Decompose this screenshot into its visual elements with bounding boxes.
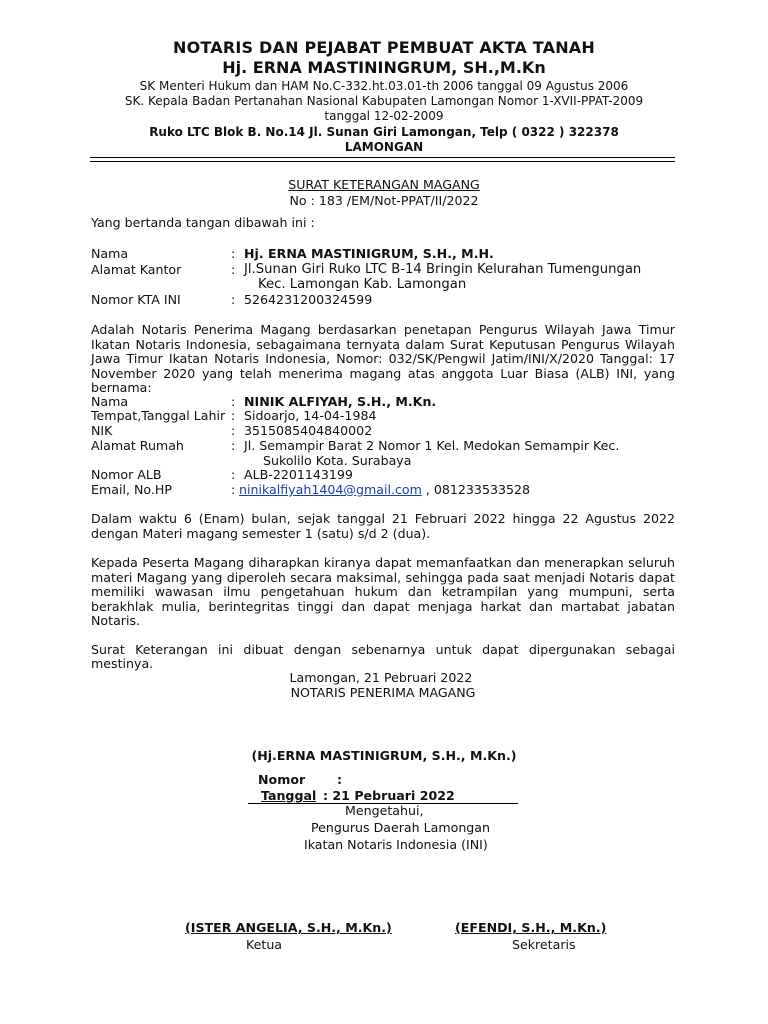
sk-ministry: SK Menteri Hukum dan HAM No.C-332.ht.03.01-th 2006 tanggal 09 Agustus 2006 bbox=[139, 79, 629, 93]
letterhead-title: NOTARIS DAN PEJABAT PEMBUAT AKTA TANAH bbox=[173, 38, 595, 57]
paragraph-line: memiliki wawasan ilmu pengetahuan hukum dan ketrampilan yang mumpuni, serta bbox=[91, 584, 675, 599]
intern-alb-label: Nomor ALB bbox=[91, 467, 162, 482]
paragraph-closing-line: mestinya. bbox=[91, 656, 154, 671]
intern-nik-label: NIK bbox=[91, 423, 113, 438]
colon: : bbox=[231, 423, 236, 438]
signer-name-label: Nama bbox=[91, 246, 129, 261]
paragraph-period-line: dengan Materi magang semester 1 (satu) s/d 2 (dua). bbox=[91, 526, 431, 541]
document-title: SURAT KETERANGAN MAGANG bbox=[288, 177, 480, 192]
paragraph-period-line: Dalam waktu 6 (Enam) bulan, sejak tanggal 21 Februari 2022 hingga 22 Agustus 2022 bbox=[91, 511, 675, 526]
intern-name-value: NINIK ALFIYAH, S.H., M.Kn. bbox=[244, 394, 437, 409]
intro-text: Yang bertanda tangan dibawah ini : bbox=[91, 215, 315, 230]
colon: : bbox=[231, 262, 236, 277]
colon: : bbox=[231, 438, 236, 453]
paragraph-line: bernama: bbox=[91, 380, 152, 395]
colon: : bbox=[231, 292, 236, 307]
signer-office-label: Alamat Kantor bbox=[91, 262, 182, 277]
nomor-label: Nomor bbox=[258, 772, 306, 787]
chair-role: Ketua bbox=[246, 937, 283, 952]
intern-home-label: Alamat Rumah bbox=[91, 438, 184, 453]
intern-phone: , 081233533528 bbox=[421, 482, 531, 497]
paragraph-closing-line: Surat Keterangan ini dibuat dengan sebenarnya untuk dapat dipergunakan sebagai bbox=[91, 642, 675, 657]
organization-name: Ikatan Notaris Indonesia (INI) bbox=[304, 837, 488, 852]
secretary-role: Sekretaris bbox=[512, 937, 576, 952]
paragraph-line: materi Magang yang diperoleh secara maksimal, sehingga pada saat menjadi Notaris dapat bbox=[91, 570, 675, 585]
notary-role: NOTARIS PENERIMA MAGANG bbox=[290, 685, 476, 700]
sk-bpn: SK. Kepala Badan Pertanahan Nasional Kabupaten Lamongan Nomor 1-XVII-PPAT-2009 bbox=[124, 94, 644, 108]
intern-birth-value: Sidoarjo, 14-04-1984 bbox=[244, 408, 377, 423]
signer-office-line2: Kec. Lamongan Kab. Lamongan bbox=[258, 277, 467, 292]
tanggal-label: Tanggal bbox=[261, 788, 317, 803]
regional-board: Pengurus Daerah Lamongan bbox=[311, 820, 490, 835]
notary-name: Hj. ERNA MASTININGRUM, SH.,M.Kn bbox=[222, 58, 546, 77]
document-number: No : 183 /EM/Not-PPAT/II/2022 bbox=[289, 193, 479, 208]
paragraph-line: Adalah Notaris Penerima Magang berdasarkan penetapan Pengurus Wilayah Jawa Timur bbox=[91, 322, 675, 337]
secretary-name: (EFENDI, S.H., M.Kn.) bbox=[455, 920, 607, 935]
intern-email-link[interactable]: ninikalfiyah1404@gmail.com bbox=[239, 482, 422, 497]
signer-name-value: Hj. ERNA MASTINIGRUM, S.H., M.H. bbox=[244, 246, 494, 261]
signer-office-line1: Jl.Sunan Giri Ruko LTC B-14 Bringin Kelurahan Tumengungan bbox=[244, 262, 642, 277]
signer-kta-label: Nomor KTA INI bbox=[91, 292, 181, 307]
office-city: LAMONGAN bbox=[344, 140, 424, 154]
intern-contact-label: Email, No.HP bbox=[91, 482, 172, 497]
intern-name-label: Nama bbox=[91, 394, 129, 409]
intern-contact-value bbox=[239, 482, 530, 497]
sk-bpn-date: tanggal 12-02-2009 bbox=[324, 109, 444, 123]
tanggal-value: : 21 Pebruari 2022 bbox=[323, 788, 455, 803]
paragraph-line: November 2020 yang telah menerima magang atas anggota Luar Biasa (ALB) INI, yang bbox=[91, 366, 675, 381]
letterhead-divider bbox=[90, 157, 675, 158]
colon: : bbox=[231, 467, 236, 482]
paragraph-line: Kepada Peserta Magang diharapkan kiranya dapat memanfaatkan dan menerapkan seluruh bbox=[91, 555, 675, 570]
colon: : bbox=[231, 246, 236, 261]
place-date: Lamongan, 21 Pebruari 2022 bbox=[289, 670, 473, 685]
intern-birth-label: Tempat,Tanggal Lahir bbox=[91, 408, 226, 423]
paragraph-line: Notaris. bbox=[91, 613, 141, 628]
colon: : bbox=[231, 408, 236, 423]
signer-kta-value: 5264231200324599 bbox=[244, 292, 373, 307]
paragraph-line: Ikatan Notaris Indonesia, sebagaimana ternyata dalam Surat Keputusan Pengurus Wilayah bbox=[91, 337, 675, 352]
colon: : bbox=[231, 482, 236, 497]
intern-alb-value: ALB-2201143199 bbox=[244, 467, 353, 482]
colon: : bbox=[231, 394, 236, 409]
nomor-colon: : bbox=[337, 772, 343, 787]
chair-name: (ISTER ANGELIA, S.H., M.Kn.) bbox=[185, 920, 392, 935]
intern-home-line1: Jl. Semampir Barat 2 Nomor 1 Kel. Medokan Semampir Kec. bbox=[244, 438, 620, 453]
paragraph-line: berakhlak mulia, berintegritas tinggi dan dapat menjaga harkat dan martabat jabatan bbox=[91, 599, 675, 614]
acknowledged-text: Mengetahui, bbox=[345, 803, 424, 818]
paragraph-line: Jawa Timur Ikatan Notaris Indonesia, Nomor: 032/SK/Pengwil Jatim/INI/X/2020 Tanggal: 17 bbox=[91, 351, 675, 366]
intern-nik-value: 3515085404840002 bbox=[244, 423, 373, 438]
office-address: Ruko LTC Blok B. No.14 Jl. Sunan Giri Lamongan, Telp ( 0322 ) 322378 bbox=[149, 125, 619, 139]
notary-signature-name bbox=[0, 748, 768, 763]
notary-signature-text: (Hj.ERNA MASTINIGRUM, S.H., M.Kn.) bbox=[251, 748, 517, 763]
letterhead-divider-thin bbox=[90, 161, 675, 162]
intern-home-line2: Sukolilo Kota. Surabaya bbox=[263, 453, 412, 468]
tanggal-row bbox=[248, 788, 518, 804]
